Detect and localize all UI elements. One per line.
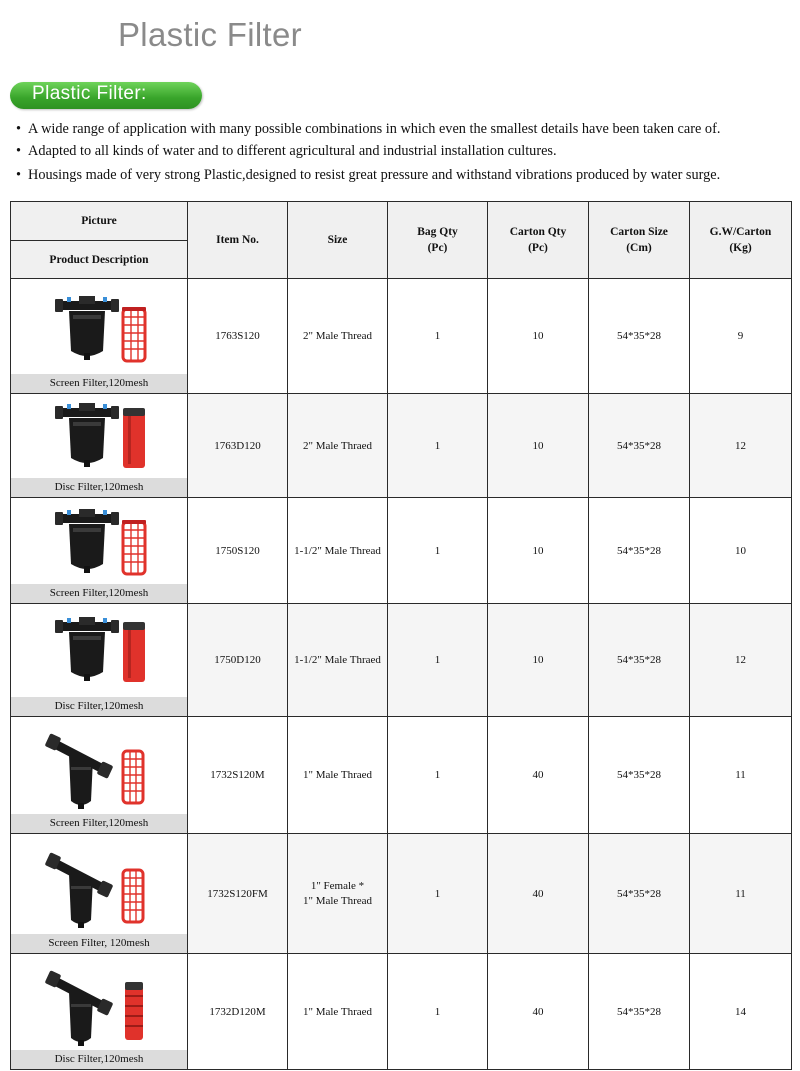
section-label-badge	[10, 82, 202, 109]
product-picture-cell	[11, 954, 188, 1070]
item-no: 1750S120	[188, 498, 288, 604]
item-no: 1763S120	[188, 279, 288, 394]
carton-size: 54*35*28	[589, 498, 690, 604]
product-table	[10, 201, 792, 1070]
bag-qty: 1	[388, 834, 488, 954]
bag-qty: 1	[388, 717, 488, 834]
carton-qty: 10	[488, 498, 589, 604]
header-size: Size	[288, 202, 388, 279]
table-row	[11, 394, 792, 498]
feature-item: • A wide range of application with many possible combinations in which even the smallest details have been taken care of.	[16, 122, 720, 137]
table-row	[11, 279, 792, 394]
carton-qty: 40	[488, 834, 589, 954]
header-picture: Picture	[11, 202, 188, 241]
carton-qty: 10	[488, 604, 589, 717]
product-picture-cell	[11, 498, 188, 604]
carton-qty: 10	[488, 279, 589, 394]
size: 1-1/2" Male Thread	[288, 498, 388, 604]
gw-carton: 9	[690, 279, 792, 394]
item-no: 1732D120M	[188, 954, 288, 1070]
item-no: 1732S120M	[188, 717, 288, 834]
product-description: Disc Filter,120mesh	[11, 697, 187, 716]
bag-qty: 1	[388, 279, 488, 394]
carton-size: 54*35*28	[589, 717, 690, 834]
table-row	[11, 604, 792, 717]
carton-size: 54*35*28	[589, 279, 690, 394]
product-picture-cell	[11, 717, 188, 834]
gw-carton: 14	[690, 954, 792, 1070]
table-row	[11, 717, 792, 834]
screen-filter-image	[11, 498, 187, 584]
item-no: 1763D120	[188, 394, 288, 498]
product-picture-cell	[11, 834, 188, 954]
product-description: Screen Filter,120mesh	[11, 374, 187, 393]
size: 1" Female * 1" Male Thread	[288, 834, 388, 954]
bag-qty: 1	[388, 498, 488, 604]
product-description: Screen Filter,120mesh	[11, 584, 187, 603]
header-gw-carton: G.W/Carton (Kg)	[690, 202, 792, 279]
carton-size: 54*35*28	[589, 394, 690, 498]
feature-item: • Adapted to all kinds of water and to different agricultural and industrial installation cultures.	[16, 144, 720, 159]
y-screen-filter-image	[11, 717, 187, 814]
gw-carton: 11	[690, 834, 792, 954]
header-product-description: Product Description	[11, 241, 188, 279]
disc-filter-image	[11, 394, 187, 478]
feature-list	[16, 118, 720, 183]
carton-qty: 40	[488, 717, 589, 834]
bag-qty: 1	[388, 604, 488, 717]
product-picture-cell	[11, 604, 188, 717]
table-row	[11, 954, 792, 1070]
y-disc-filter-image	[11, 954, 187, 1050]
carton-size: 54*35*28	[589, 604, 690, 717]
product-description: Disc Filter,120mesh	[11, 1050, 187, 1069]
bag-qty: 1	[388, 954, 488, 1070]
feature-item: • Housings made of very strong Plastic,designed to resist great pressure and withstand vibrations produced by water surge.	[16, 168, 720, 183]
table-row	[11, 834, 792, 954]
y-screen-filter-image	[11, 834, 187, 934]
section-label: Plastic Filter:	[32, 83, 147, 104]
size: 2" Male Thraed	[288, 394, 388, 498]
product-description: Screen Filter, 120mesh	[11, 934, 187, 953]
size: 2" Male Thread	[288, 279, 388, 394]
product-picture-cell	[11, 279, 188, 394]
size: 1-1/2" Male Thraed	[288, 604, 388, 717]
carton-size: 54*35*28	[589, 954, 690, 1070]
size: 1" Male Thraed	[288, 954, 388, 1070]
header-carton-qty: Carton Qty (Pc)	[488, 202, 589, 279]
product-description: Screen Filter,120mesh	[11, 814, 187, 833]
header-bag-qty: Bag Qty (Pc)	[388, 202, 488, 279]
carton-qty: 10	[488, 394, 589, 498]
gw-carton: 12	[690, 604, 792, 717]
table-row	[11, 498, 792, 604]
disc-filter-image	[11, 604, 187, 697]
size: 1" Male Thraed	[288, 717, 388, 834]
product-picture-cell	[11, 394, 188, 498]
item-no: 1732S120FM	[188, 834, 288, 954]
gw-carton: 12	[690, 394, 792, 498]
page-title: Plastic Filter	[118, 16, 302, 53]
item-no: 1750D120	[188, 604, 288, 717]
screen-filter-image	[11, 279, 187, 374]
gw-carton: 10	[690, 498, 792, 604]
header-carton-size: Carton Size (Cm)	[589, 202, 690, 279]
header-item-no: Item No.	[188, 202, 288, 279]
gw-carton: 11	[690, 717, 792, 834]
product-description: Disc Filter,120mesh	[11, 478, 187, 497]
bag-qty: 1	[388, 394, 488, 498]
carton-size: 54*35*28	[589, 834, 690, 954]
carton-qty: 40	[488, 954, 589, 1070]
